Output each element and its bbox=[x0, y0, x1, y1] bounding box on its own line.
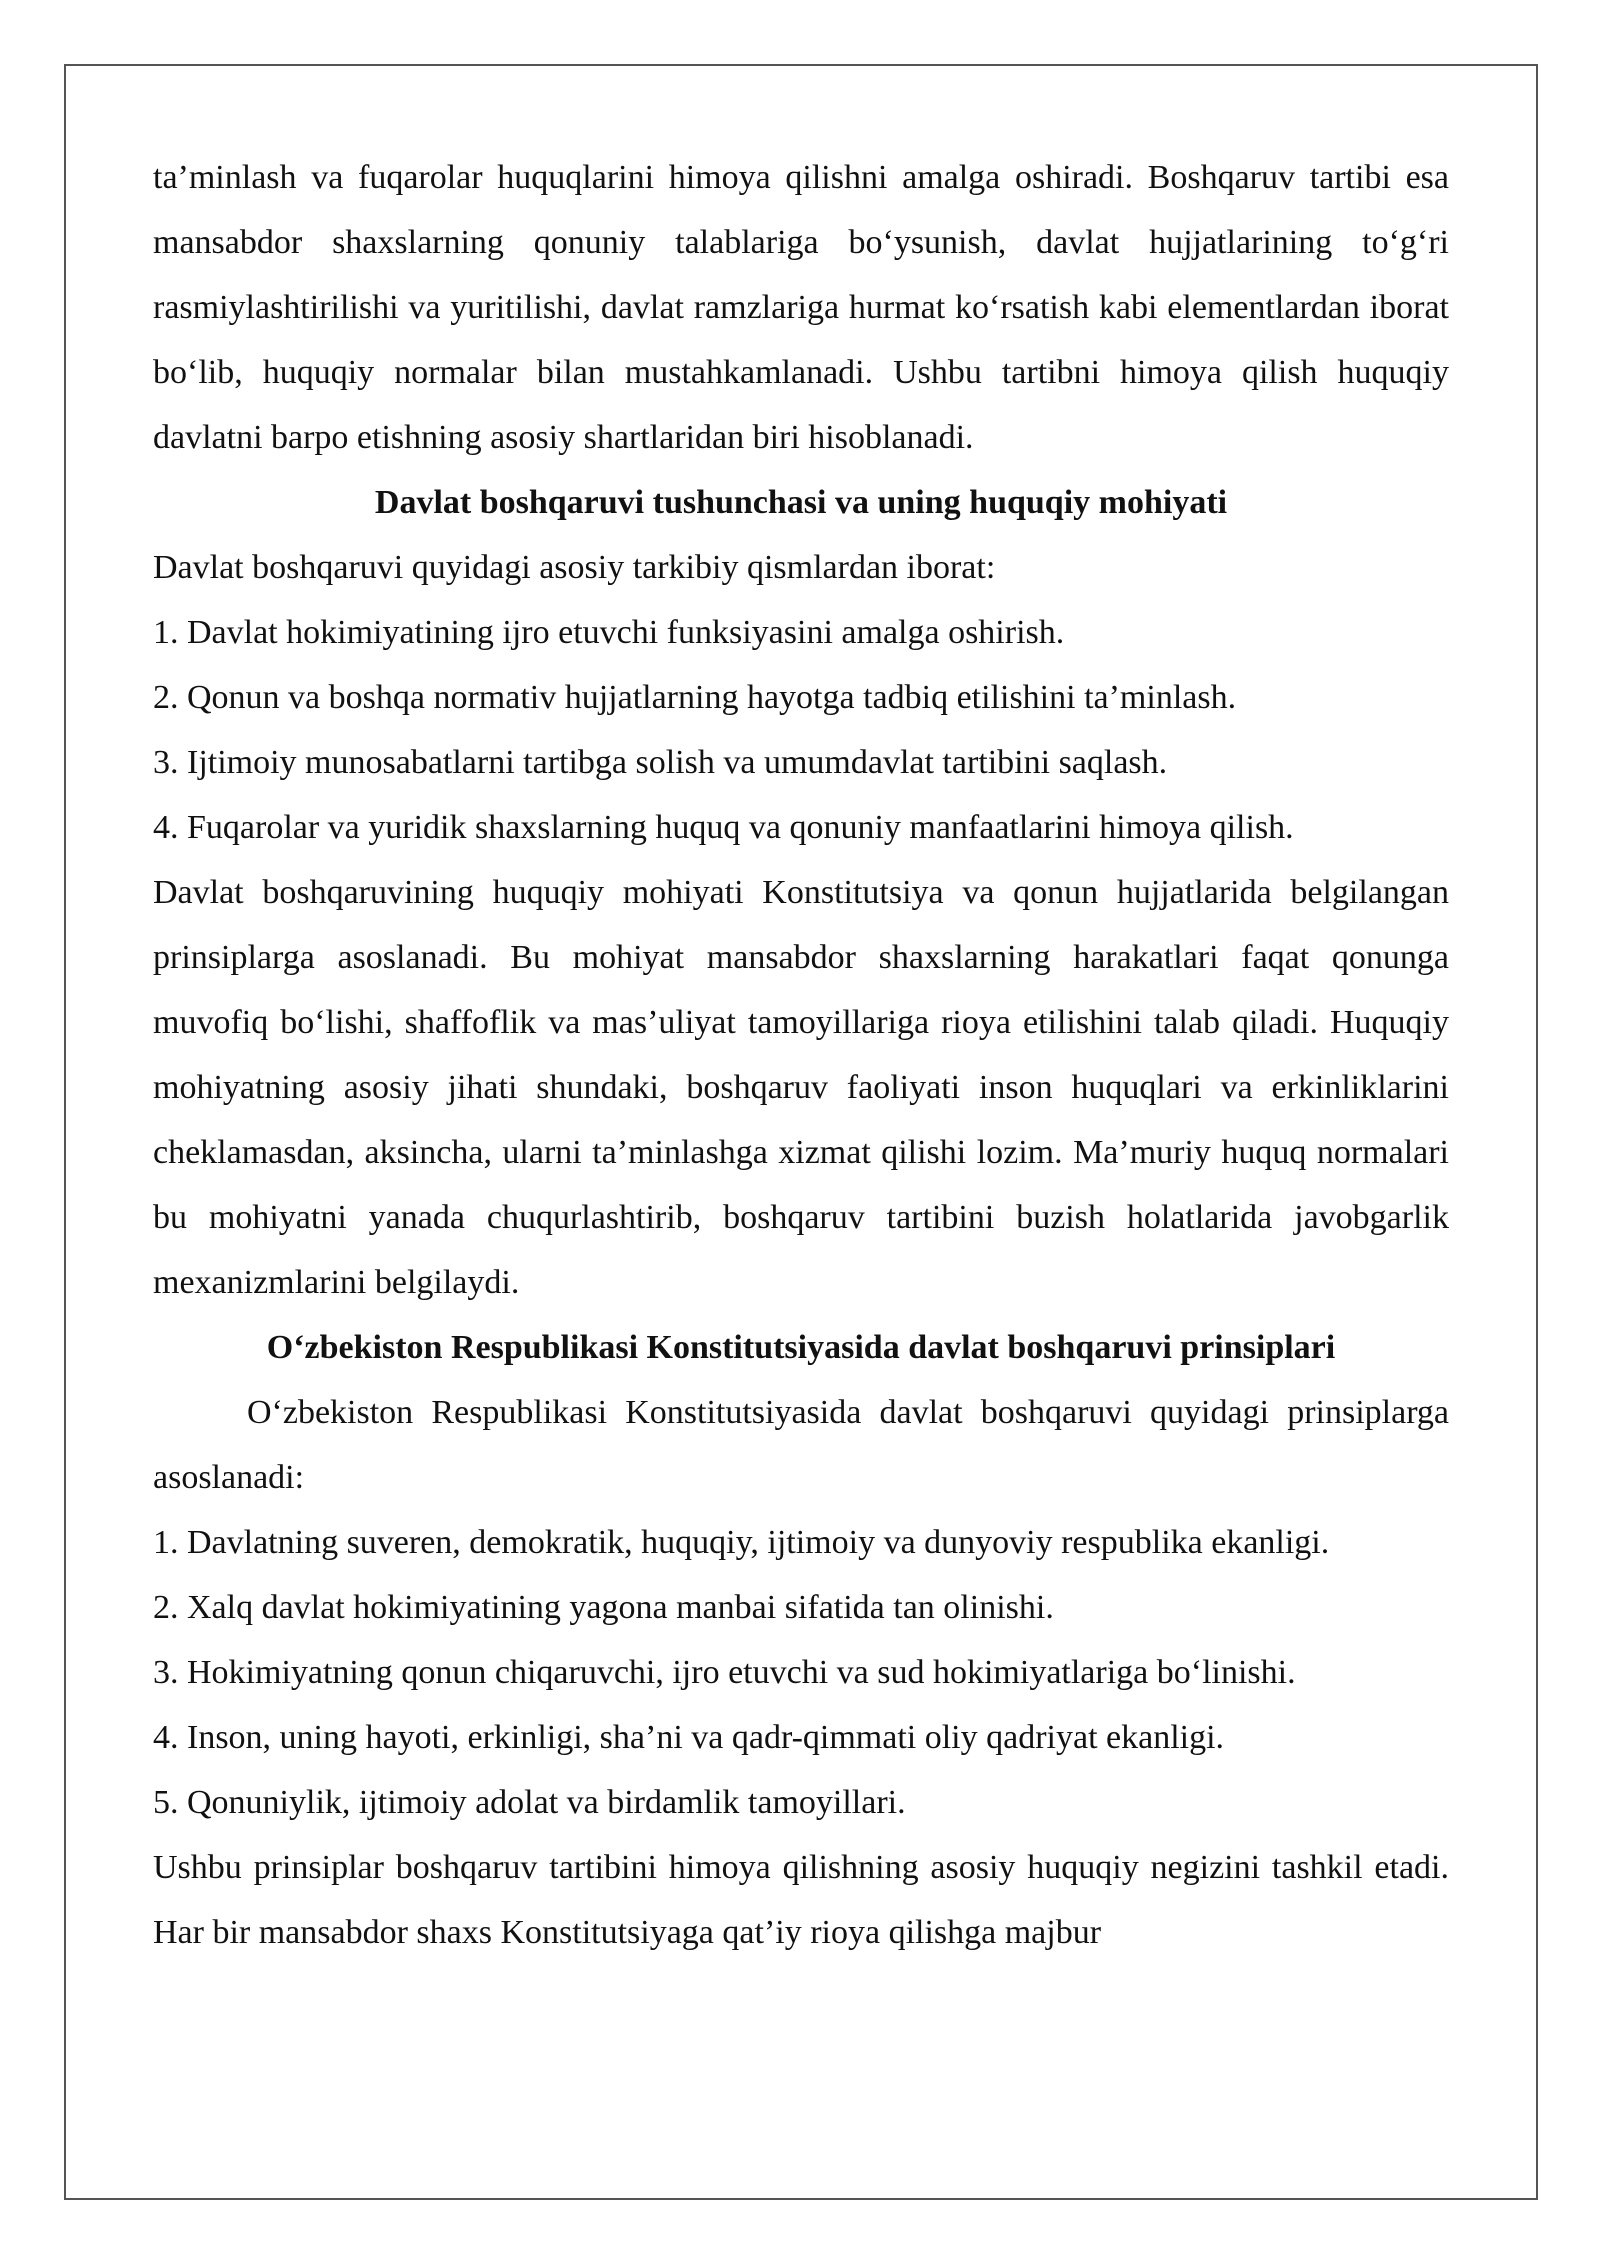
paragraph-components-intro: Davlat boshqaruvi quyidagi asosiy tarkibiy qismlardan iborat: bbox=[153, 549, 996, 586]
list-item: 3. Ijtimoiy munosabatlarni tartibga solish va umumdavlat tartibini saqlash. bbox=[153, 744, 1168, 781]
section-heading-2: O‘zbekiston Respublikasi Konstitutsiyasida davlat boshqaruvi prinsiplari bbox=[266, 1329, 1336, 1366]
list-item: 4. Inson, uning hayoti, erkinligi, sha’ni va qadr-qimmati oliy qadriyat ekanligi. bbox=[153, 1719, 1225, 1756]
list-item: 2. Xalq davlat hokimiyatining yagona manbai sifatida tan olinishi. bbox=[153, 1589, 1054, 1626]
list-item: 2. Qonun va boshqa normativ hujjatlarning hayotga tadbiq etilishini ta’minlash. bbox=[153, 679, 1237, 716]
list-item: 4. Fuqarolar va yuridik shaxslarning huquq va qonuniy manfaatlarini himoya qilish. bbox=[153, 809, 1294, 846]
list-item: 1. Davlatning suveren, demokratik, huquqiy, ijtimoiy va dunyoviy respublika ekanligi. bbox=[153, 1524, 1330, 1561]
list-item: 1. Davlat hokimiyatining ijro etuvchi funksiyasini amalga oshirish. bbox=[153, 614, 1065, 651]
list-item: 5. Qonuniylik, ijtimoiy adolat va birdamlik tamoyillari. bbox=[153, 1784, 906, 1821]
paragraph-legal-essence: Davlat boshqaruvining huquqiy mohiyati Konstitutsiya va qonun hujjatlarida belgilangan prinsiplarga asoslanadi. Bu mohiyat mansabdor shaxslarning harakatlari faqat qonunga muvofiq bo‘lishi, shaffoflik va mas’uliyat tamoyillariga rioya etilishini talab qiladi. Huquqiy mohiyatning asosiy jihati shundaki, boshqaruv faoliyati inson huquqlari va erkinliklarini cheklamasdan, aksincha, ularni ta’minlashga xizmat qilishi lozim. Ma’muriy huquq normalari bu mohiyatni yanada chuqurlashtirib, boshqaruv tartibini buzish holatlarida javobgarlik mexanizmlarini belgilaydi. bbox=[153, 874, 1449, 1301]
paragraph-conclusion: Ushbu prinsiplar boshqaruv tartibini himoya qilishning asosiy huquqiy negizini tashkil etadi. Har bir mansabdor shaxs Konstitutsiyaga qat’iy rioya qilishga majbur bbox=[153, 1849, 1449, 1951]
paragraph-principles-intro: O‘zbekiston Respublikasi Konstitutsiyasida davlat boshqaruvi quyidagi prinsiplarga asoslanadi: bbox=[153, 1394, 1449, 1496]
paragraph-intro: ta’minlash va fuqarolar huquqlarini himoya qilishni amalga oshiradi. Boshqaruv tartibi esa mansabdor shaxslarning qonuniy talablariga bo‘ysunish, davlat hujjatlarining to‘g‘ri rasmiylashtirilishi va yuritilishi, davlat ramzlariga hurmat ko‘rsatish kabi elementlardan iborat bo‘lib, huquqiy normalar bilan mustahkamlanadi. Ushbu tartibni himoya qilish huquqiy davlatni barpo etishning asosiy shartlaridan biri hisoblanadi. bbox=[153, 159, 1449, 456]
list-item: 3. Hokimiyatning qonun chiqaruvchi, ijro etuvchi va sud hokimiyatlariga bo‘linishi. bbox=[153, 1654, 1296, 1691]
document-body bbox=[153, 145, 1449, 1965]
section-heading-1: Davlat boshqaruvi tushunchasi va uning huquqiy mohiyati bbox=[374, 484, 1228, 521]
